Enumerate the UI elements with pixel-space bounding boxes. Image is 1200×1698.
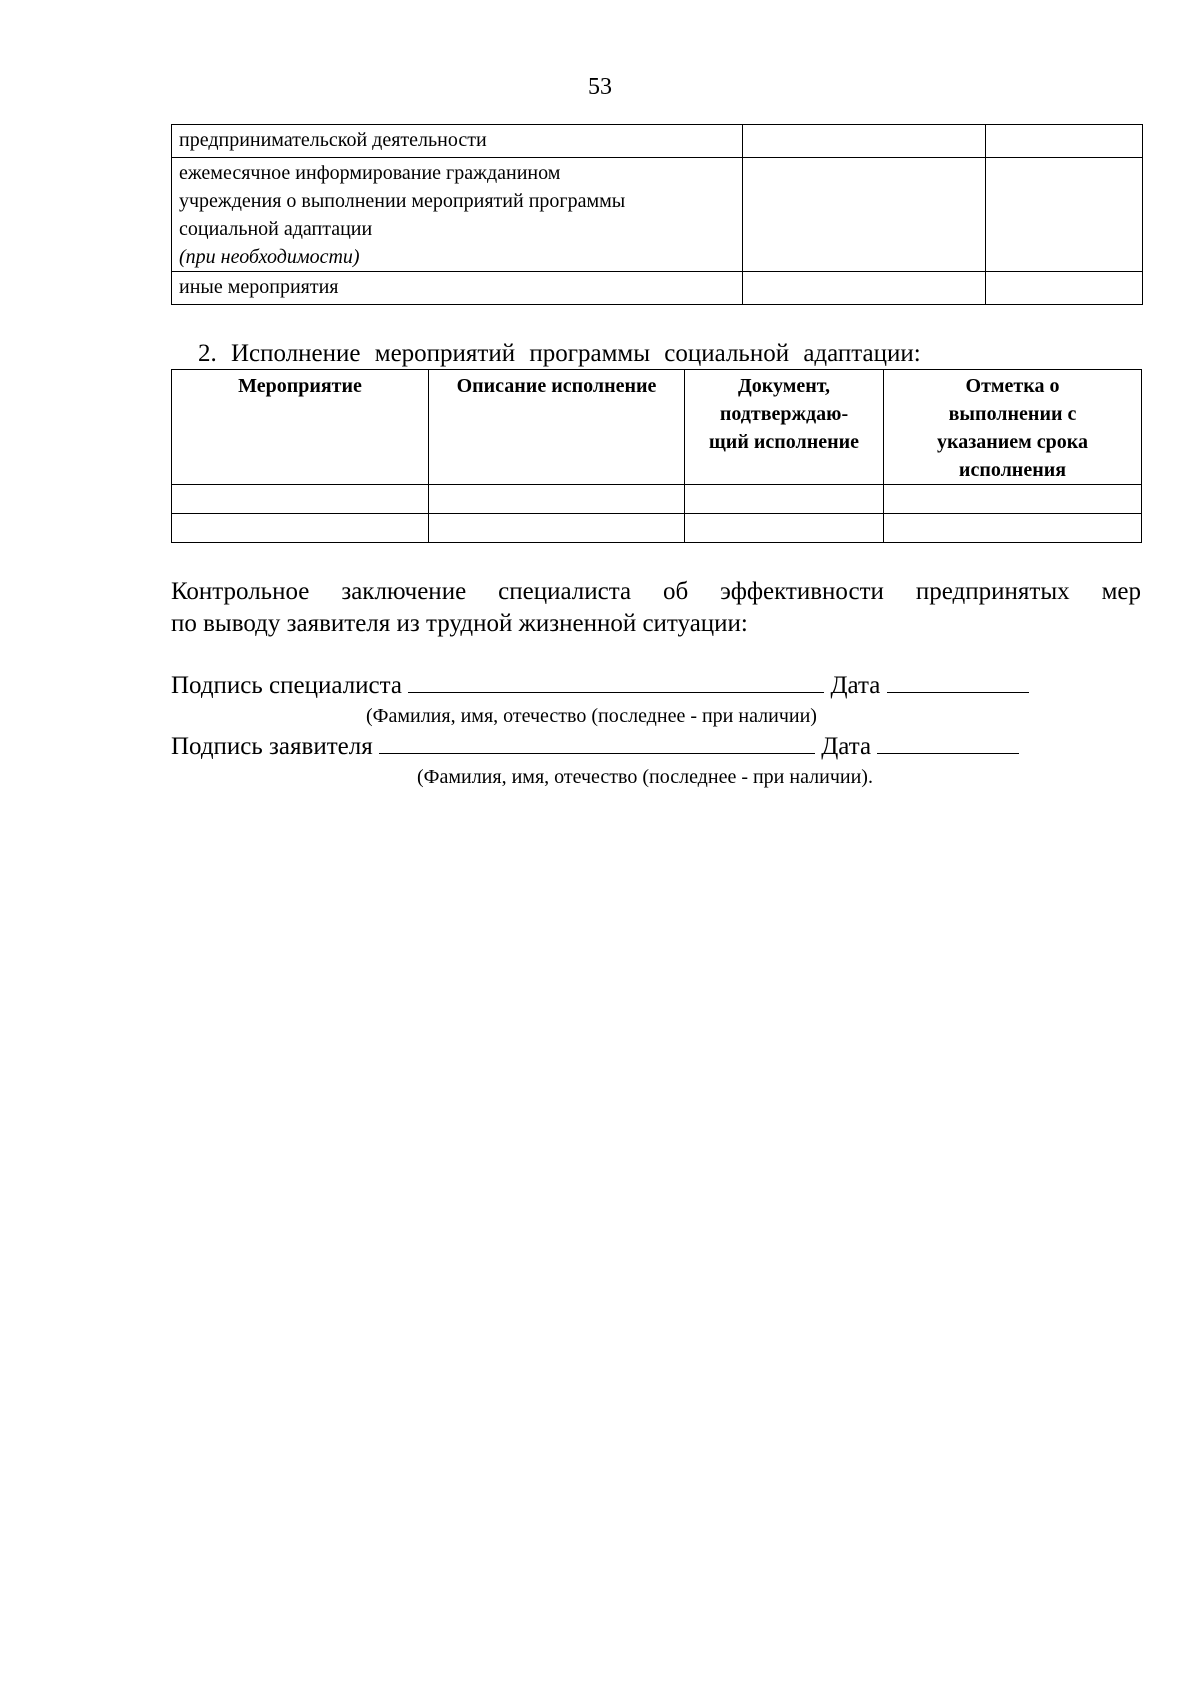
control-conclusion xyxy=(171,576,1141,640)
activity-text: ежемесячное информирование гражданином xyxy=(179,162,561,184)
header-line: указанием срока xyxy=(936,431,1089,453)
empty-cell[interactable] xyxy=(429,485,685,514)
empty-cell[interactable] xyxy=(743,158,986,272)
table-header-row xyxy=(172,370,1142,485)
empty-cell[interactable] xyxy=(884,485,1142,514)
column-header-event: Мероприятие xyxy=(172,370,429,485)
specialist-name-hint: (Фамилия, имя, отечество (последнее - при наличии) xyxy=(366,705,817,727)
execution-table xyxy=(171,369,1142,543)
conclusion-line: Контрольное заключение специалиста об эффективности предпринятых мер xyxy=(171,578,1141,605)
activity-text: иные мероприятия xyxy=(179,276,339,298)
header-line: Отметка о xyxy=(965,375,1060,397)
conclusion-line: по выводу заявителя из трудной жизненной ситуации: xyxy=(171,610,748,637)
activity-cell xyxy=(172,158,743,272)
activity-text: социальной адаптации xyxy=(179,218,373,240)
table-row xyxy=(172,272,1143,305)
empty-cell[interactable] xyxy=(986,158,1143,272)
empty-cell[interactable] xyxy=(986,125,1143,158)
header-line: щий исполнение xyxy=(708,431,860,453)
activity-note: (при необходимости) xyxy=(179,246,360,268)
header-line: подтверждаю- xyxy=(719,403,849,425)
specialist-signature-label: Подпись специалиста xyxy=(171,672,402,699)
activity-cell xyxy=(172,272,743,305)
applicant-signature-line xyxy=(171,733,1019,761)
column-header-description: Описание исполнение xyxy=(429,370,685,485)
applicant-name-hint: (Фамилия, имя, отечество (последнее - при наличии). xyxy=(417,766,873,788)
header-line: выполнении с xyxy=(948,403,1077,425)
empty-cell[interactable] xyxy=(685,485,884,514)
column-header-document xyxy=(685,370,884,485)
specialist-date-field[interactable] xyxy=(887,672,1029,693)
activity-text: учреждения о выполнении мероприятий программы xyxy=(179,190,626,212)
table-row xyxy=(172,514,1142,543)
specialist-signature-field[interactable] xyxy=(408,672,824,693)
empty-cell[interactable] xyxy=(172,485,429,514)
empty-cell[interactable] xyxy=(685,514,884,543)
activities-table-continued xyxy=(171,124,1143,305)
page-number: 53 xyxy=(588,74,612,100)
specialist-date-label: Дата xyxy=(830,672,881,699)
header-line: исполнения xyxy=(958,459,1067,481)
empty-cell[interactable] xyxy=(743,125,986,158)
specialist-signature-line xyxy=(171,672,1029,700)
empty-cell[interactable] xyxy=(986,272,1143,305)
empty-cell[interactable] xyxy=(172,514,429,543)
applicant-signature-label: Подпись заявителя xyxy=(171,733,373,760)
applicant-date-label: Дата xyxy=(821,733,872,760)
header-line: Документ, xyxy=(737,375,831,397)
section-heading: 2. Исполнение мероприятий программы социальной адаптации: xyxy=(198,340,921,367)
activity-text: предпринимательской деятельности xyxy=(179,129,487,151)
empty-cell[interactable] xyxy=(743,272,986,305)
table-row xyxy=(172,158,1143,272)
empty-cell[interactable] xyxy=(429,514,685,543)
column-header-mark xyxy=(884,370,1142,485)
applicant-signature-field[interactable] xyxy=(379,733,815,754)
empty-cell[interactable] xyxy=(884,514,1142,543)
activity-cell xyxy=(172,125,743,158)
applicant-date-field[interactable] xyxy=(877,733,1019,754)
table-row xyxy=(172,485,1142,514)
table-row xyxy=(172,125,1143,158)
